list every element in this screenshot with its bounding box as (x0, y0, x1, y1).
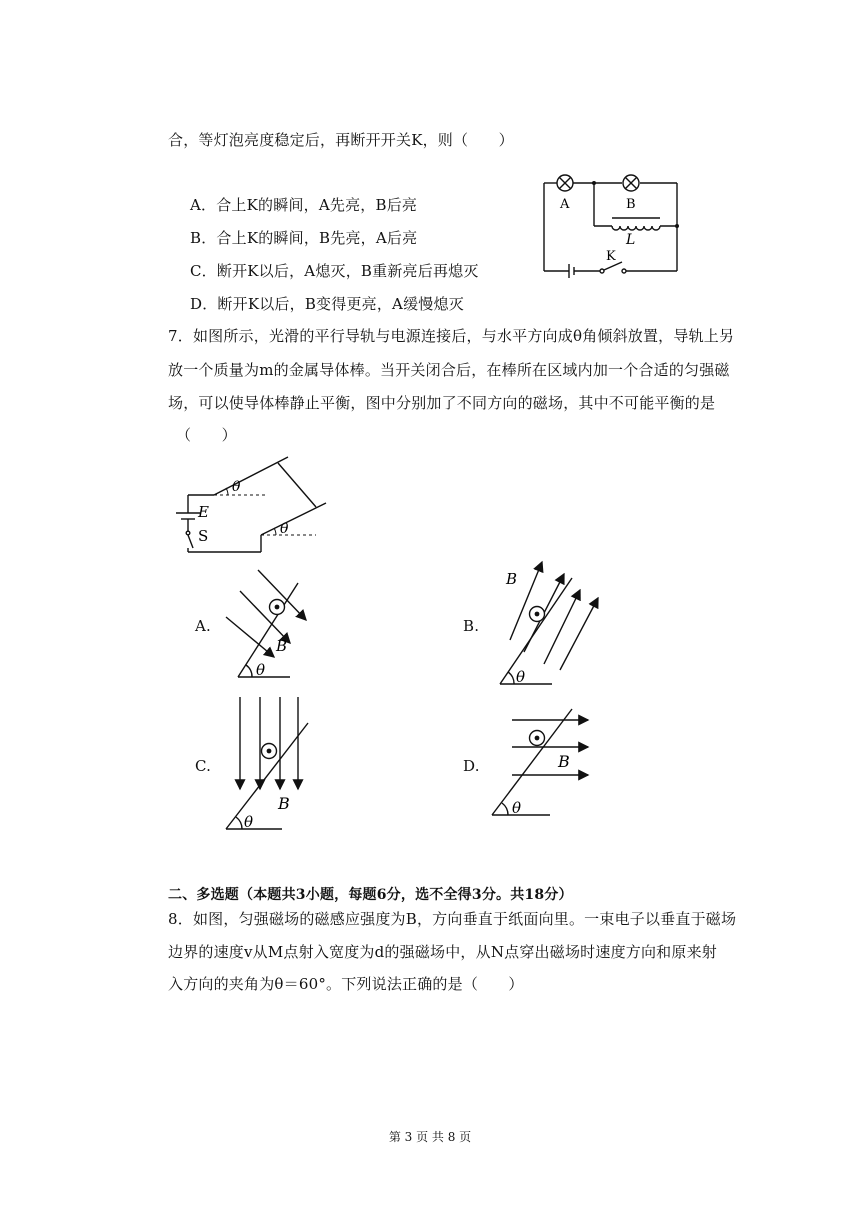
inductor-label: L (626, 232, 636, 248)
q6-stem-end: 合，等灯泡亮度稳定后，再断开开关K，则（ ） (168, 131, 514, 149)
section-2-heading: 二、多选题（本题共3小题，每题6分，选不全得3分。共18分） (168, 887, 573, 903)
q8-line-2: 边界的速度v从M点射入宽度为d的强磁场中，从N点穿出磁场时速度方向和原来射 (168, 943, 717, 961)
choice-c-letter: C. (195, 757, 212, 775)
setup-angle-lower: θ (280, 521, 289, 537)
page-footer: 第 3 页 共 8 页 (388, 1130, 472, 1144)
choice-b-diagram (484, 560, 604, 690)
q6-option-d: D．断开K以后，B变得更亮，A缓慢熄灭 (190, 295, 464, 313)
switch-k-label: K (606, 249, 616, 264)
setup-angle-upper: θ (232, 479, 241, 495)
choice-d-angle-label: θ (512, 799, 522, 817)
emf-label: E (198, 503, 209, 521)
choice-b-letter: B. (463, 617, 480, 635)
choice-c-diagram (220, 695, 330, 835)
lamp-a-label: A (560, 197, 570, 212)
choice-d-letter: D. (463, 757, 480, 775)
q8-line-3: 入方向的夹角为θ＝60°。下列说法正确的是（ ） (168, 975, 524, 993)
q7-line-2: 放一个质量为m的金属导体棒。当开关闭合后，在棒所在区域内加一个合适的匀强磁 (168, 361, 730, 379)
choice-a-angle-label: θ (256, 661, 266, 679)
q6-option-a: A．合上K的瞬间，A先亮，B后亮 (190, 196, 418, 214)
q7-line-4: （ ） (176, 426, 237, 444)
lamp-b-label: B (626, 197, 636, 212)
choice-c-angle-label: θ (244, 813, 254, 831)
choice-d-diagram (488, 705, 598, 820)
choice-a-field-label: B (276, 637, 288, 655)
choice-b-angle-label: θ (516, 668, 526, 686)
q6-option-b: B．合上K的瞬间，B先亮，A后亮 (190, 229, 418, 247)
q6-circuit-diagram (536, 168, 686, 280)
q8-line-1: 8．如图，匀强磁场的磁感应强度为B，方向垂直于纸面向里。一束电子以垂直于磁场 (168, 910, 737, 928)
choice-a-letter: A. (195, 617, 212, 635)
q6-option-c: C．断开K以后，A熄灭，B重新亮后再熄灭 (190, 262, 479, 280)
choice-c-field-label: B (278, 794, 290, 813)
choice-a-diagram (218, 565, 328, 685)
switch-s-label: S (198, 527, 209, 545)
q7-line-1: 7．如图所示，光滑的平行导轨与电源连接后，与水平方向成θ角倾斜放置，导轨上另 (168, 327, 735, 345)
choice-b-field-label: B (506, 570, 518, 588)
choice-d-field-label: B (558, 752, 570, 771)
q7-setup-diagram (166, 455, 356, 565)
q7-line-3: 场，可以使导体棒静止平衡，图中分别加了不同方向的磁场，其中不可能平衡的是 (168, 394, 716, 412)
